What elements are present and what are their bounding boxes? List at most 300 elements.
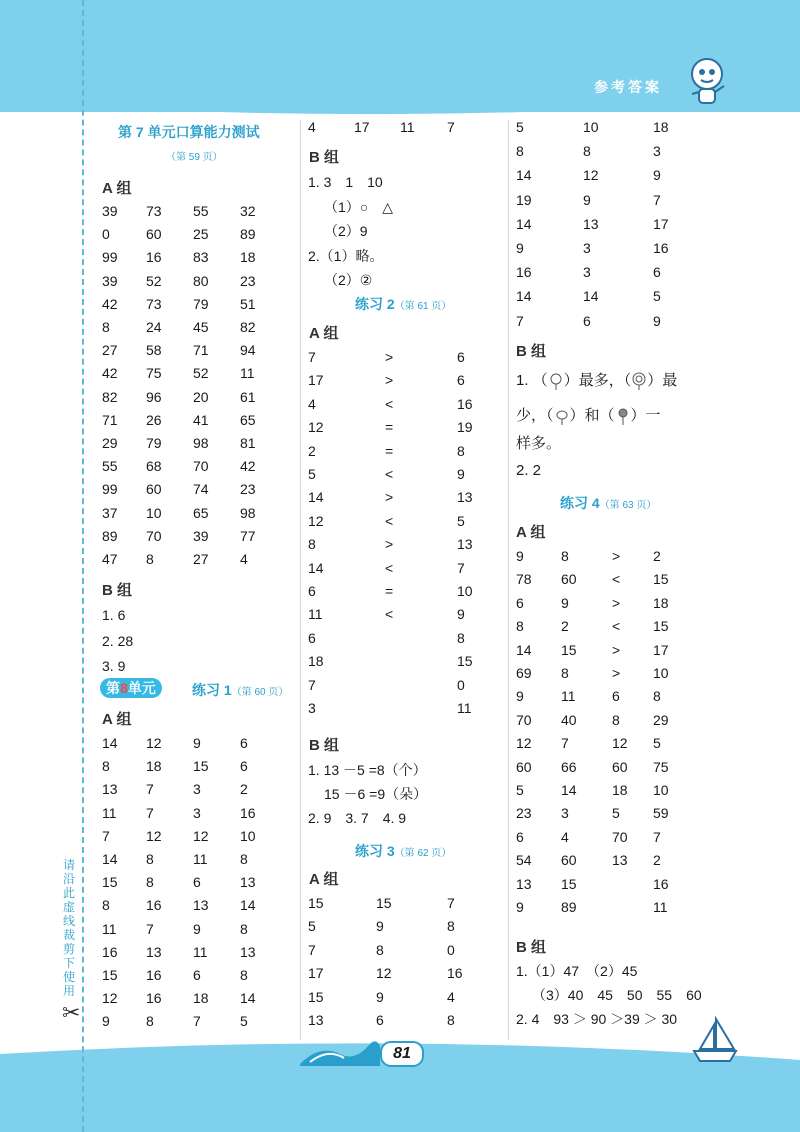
cut-line — [82, 0, 84, 1132]
answer-cell: 32 — [240, 203, 256, 219]
answer-cell: 29 — [102, 435, 118, 451]
answer-cell: 7 — [146, 804, 154, 821]
mascot-icon — [682, 54, 732, 110]
answer-cell: 12 — [102, 990, 118, 1007]
ex1-page: （第 60 页） — [231, 687, 289, 698]
answer-cell: < — [385, 606, 394, 623]
answer-cell: 71 — [193, 342, 209, 359]
answer-cell: 5 — [516, 782, 524, 798]
b1-line1 — [516, 370, 677, 392]
answer-cell: 11 — [102, 920, 117, 937]
group-a-label: A 组 — [516, 524, 546, 541]
answer-cell: 7 — [516, 312, 524, 329]
answer-cell: 5 — [308, 918, 316, 935]
answer-cell: 16 — [457, 395, 473, 412]
answer-line: 1. 3 1 10 — [308, 174, 383, 190]
answer-cell: 77 — [240, 527, 256, 544]
answer-cell: 8 — [447, 918, 455, 935]
answer-cell: 26 — [146, 411, 162, 428]
answer-cell: 89 — [561, 899, 577, 915]
page-ref: （第 59 页） — [166, 152, 223, 163]
group-b-label: B 组 — [516, 343, 547, 360]
answer-cell: 8 — [457, 629, 465, 646]
answer-cell: 8 — [516, 143, 524, 160]
answer-cell: 81 — [240, 435, 256, 451]
answer-cell: 5 — [308, 466, 316, 482]
answer-cell: 14 — [102, 735, 118, 751]
answer-cell: 16 — [146, 967, 162, 983]
answer-cell: 10 — [457, 583, 473, 599]
answer-cell: 59 — [653, 805, 669, 822]
section-title-ex1 — [192, 680, 288, 700]
answer-cell: 29 — [653, 711, 669, 728]
answer-cell: 4 — [308, 119, 316, 135]
answer-cell: 7 — [146, 781, 154, 798]
answer-cell: 4 — [240, 551, 248, 567]
answer-cell: 69 — [516, 665, 532, 681]
answer-cell: 15 — [376, 895, 392, 911]
answer-cell: > — [385, 349, 394, 365]
answer-cell: 9 — [653, 167, 661, 184]
answer-cell: 55 — [102, 458, 118, 475]
answer-cell: 9 — [193, 920, 201, 937]
answer-cell: 5 — [612, 805, 620, 822]
answer-cell: 3 — [653, 143, 661, 160]
answer-cell: 52 — [193, 365, 209, 382]
answer-cell: 9 — [516, 240, 524, 256]
answer-cell: 17 — [308, 965, 324, 982]
ex1-title: 练习 1 — [192, 682, 232, 698]
answer-cell: 60 — [612, 758, 628, 775]
answer-cell: 4 — [308, 395, 316, 412]
answer-cell: 3 — [583, 240, 591, 256]
answer-cell: 10 — [583, 119, 599, 135]
answer-cell: 14 — [308, 559, 324, 576]
answer-cell: 4 — [447, 988, 455, 1005]
group-a-label: A 组 — [102, 180, 132, 197]
answer-cell: 17 — [354, 119, 370, 135]
answer-cell: 9 — [516, 548, 524, 564]
answer-line: 15 －6 =9（朵） — [324, 786, 428, 802]
answer-cell: 24 — [146, 319, 162, 335]
b1-text2: ）最 — [647, 372, 678, 389]
answer-cell: 60 — [516, 758, 532, 775]
flower-icon — [548, 372, 564, 390]
answer-cell: 6 — [193, 967, 201, 983]
answer-cell: 5 — [240, 1013, 248, 1030]
answer-cell: 4 — [561, 828, 569, 845]
answer-cell: > — [612, 665, 621, 681]
answer-cell: 39 — [193, 527, 209, 544]
answer-cell: 9 — [457, 466, 465, 482]
answer-cell: 18 — [653, 594, 669, 611]
bottom-band — [0, 1060, 800, 1132]
answer-cell: 10 — [653, 665, 669, 681]
answer-cell: 42 — [102, 295, 118, 312]
answer-cell: 10 — [653, 782, 669, 798]
answer-cell: 45 — [193, 319, 209, 335]
answer-cell: 3 — [583, 264, 591, 281]
answer-cell: 7 — [308, 676, 316, 693]
answer-cell: 12 — [193, 827, 209, 844]
answer-cell: 15 — [653, 571, 669, 588]
group-b-label: B 组 — [102, 582, 133, 599]
b1-text5: ）一 — [630, 407, 661, 424]
b1-line2 — [516, 405, 661, 427]
answer-cell: 9 — [516, 899, 524, 915]
answer-cell: > — [385, 536, 394, 553]
answer-cell: 83 — [193, 249, 209, 266]
answer-cell: > — [385, 372, 394, 389]
scissors-icon: ✂ — [62, 1000, 81, 1025]
unit-badge-num: 8 — [120, 680, 128, 696]
answer-line: 2. 9 3. 7 4. 9 — [308, 810, 407, 826]
answer-cell: > — [385, 489, 394, 506]
answer-cell: 8 — [146, 551, 154, 567]
b1-prefix: 1. （ — [516, 372, 548, 389]
cut-note: 请沿此虚线裁剪下使用 — [62, 858, 75, 998]
answer-cell: 7 — [447, 119, 455, 135]
answer-cell: 18 — [146, 758, 162, 775]
ex3-page: （第 62 页） — [394, 848, 452, 859]
answer-cell: 18 — [240, 249, 256, 266]
answer-cell: 10 — [240, 827, 256, 844]
answer-cell: 20 — [193, 388, 209, 405]
answer-cell: 8 — [457, 442, 465, 459]
answer-cell: < — [385, 395, 394, 412]
answer-cell: 15 — [457, 653, 473, 670]
unit-badge-a: 第 — [106, 680, 120, 696]
answer-cell: 96 — [146, 388, 162, 405]
answer-cell: 75 — [653, 758, 669, 775]
answer-cell: 82 — [240, 319, 256, 335]
answer-cell: 73 — [146, 203, 162, 219]
answer-cell: 16 — [146, 897, 162, 914]
answer-cell: 9 — [102, 1013, 110, 1030]
answer-cell: 13 — [193, 897, 209, 914]
answer-line: （2）② — [324, 272, 373, 288]
answer-cell: 13 — [240, 943, 256, 960]
answer-cell: 70 — [193, 458, 209, 475]
answer-cell: 6 — [376, 1012, 384, 1028]
answer-cell: 8 — [240, 967, 248, 983]
answer-cell: 52 — [146, 272, 162, 289]
answer-cell: 15 — [193, 758, 209, 775]
answer-cell: 8 — [146, 851, 154, 867]
answer-cell: 70 — [516, 711, 532, 728]
answer-cell: 8 — [653, 688, 661, 705]
answer-cell: 14 — [102, 851, 118, 867]
answer-cell: 11 — [240, 365, 255, 382]
answer-cell: 71 — [102, 411, 118, 428]
answer-cell: 78 — [516, 571, 532, 588]
answer-cell: 6 — [240, 758, 248, 775]
answer-cell: 2 — [653, 548, 661, 564]
answer-cell: 8 — [146, 874, 154, 891]
answer-cell: 8 — [308, 536, 316, 553]
answer-cell: 6 — [516, 594, 524, 611]
answer-cell: 8 — [447, 1012, 455, 1028]
answer-cell: > — [612, 641, 621, 658]
b1-text3: 少，（ — [516, 407, 554, 424]
answer-cell: = — [385, 442, 394, 459]
b1-line3: 样多。 — [516, 435, 562, 452]
answer-cell: 6 — [193, 874, 201, 891]
answer-cell: 3 — [308, 700, 316, 716]
answer-cell: 6 — [308, 629, 316, 646]
answer-cell: 6 — [516, 828, 524, 845]
answer-cell: 12 — [146, 827, 162, 844]
group-a-label: A 组 — [102, 711, 132, 728]
answer-cell: 19 — [516, 191, 532, 208]
group-b-label: B 组 — [309, 149, 340, 166]
answer-cell: < — [612, 571, 621, 588]
answer-cell: 23 — [516, 805, 532, 822]
answer-cell: 8 — [561, 665, 569, 681]
answer-cell: 8 — [612, 711, 620, 728]
answer-cell: 6 — [612, 688, 620, 705]
answer-cell: 17 — [308, 372, 324, 389]
answer-cell: 8 — [102, 897, 110, 914]
answer-cell: 9 — [457, 606, 465, 623]
answer-cell: 6 — [308, 583, 316, 599]
answer-cell: 13 — [583, 215, 599, 232]
group-a-label: A 组 — [309, 325, 339, 342]
answer-cell: 2 — [240, 781, 248, 798]
answer-cell: 40 — [561, 711, 577, 728]
answer-cell: 16 — [240, 804, 256, 821]
answer-cell: 8 — [102, 319, 110, 335]
answer-cell: 14 — [308, 489, 324, 506]
answer-cell: 11 — [653, 899, 668, 915]
answer-cell: 89 — [102, 527, 118, 544]
answer-cell: 99 — [102, 249, 118, 266]
answer-cell: 8 — [561, 548, 569, 564]
answer-cell: 18 — [308, 653, 324, 670]
answer-cell: 7 — [561, 735, 569, 752]
answer-cell: 6 — [583, 312, 591, 329]
section-title-ex3 — [355, 841, 451, 861]
answer-cell: 9 — [376, 988, 384, 1005]
answer-cell: 73 — [146, 295, 162, 312]
answer-cell: 7 — [146, 920, 154, 937]
answer-cell: 13 — [516, 875, 532, 892]
answer-cell: 7 — [653, 828, 661, 845]
answer-cell: 13 — [457, 489, 473, 506]
section-title-ex4 — [560, 493, 656, 513]
answer-cell: > — [612, 548, 621, 564]
answer-cell: 65 — [240, 411, 256, 428]
sailboat-icon — [690, 1015, 740, 1065]
answer-cell: 15 — [653, 618, 669, 635]
answer-cell: 8 — [102, 758, 110, 775]
ex2-page: （第 61 页） — [394, 301, 452, 312]
answer-cell: 12 — [308, 512, 324, 529]
answer-cell: 11 — [102, 804, 117, 821]
b1-text4: ）和（ — [569, 407, 615, 424]
answer-cell: 12 — [146, 735, 162, 751]
answer-cell: 27 — [193, 551, 209, 567]
answer-cell: 13 — [240, 874, 256, 891]
answer-cell: 79 — [146, 435, 162, 451]
answer-cell: 18 — [612, 782, 628, 798]
answer-cell: 14 — [516, 167, 532, 184]
answer-cell: 89 — [240, 226, 256, 243]
column-divider — [300, 120, 301, 1040]
answer-line: 1. 13 －5 =8（个） — [308, 762, 427, 778]
group-a-label: A 组 — [309, 871, 339, 888]
answer-cell: 16 — [653, 240, 669, 256]
answer-cell: 12 — [612, 735, 628, 752]
answer-cell: 13 — [308, 1012, 324, 1028]
answer-cell: 66 — [561, 758, 577, 775]
answer-cell: 2 — [561, 618, 569, 635]
answer-cell: 18 — [653, 119, 669, 135]
answer-cell: 16 — [102, 943, 118, 960]
answer-cell: 8 — [376, 941, 384, 958]
flower-icon — [554, 407, 570, 425]
answer-cell: 74 — [193, 481, 209, 498]
answer-cell: 6 — [653, 264, 661, 281]
answer-line: （2）9 — [324, 223, 368, 239]
answer-cell: 47 — [102, 551, 118, 567]
answer-cell: 15 — [561, 875, 577, 892]
answer-cell: 14 — [240, 897, 256, 914]
answer-cell: 8 — [240, 851, 248, 867]
group-b-label: B 组 — [309, 737, 340, 754]
answer-cell: 16 — [447, 965, 463, 982]
answer-cell: 2 — [308, 442, 316, 459]
answer-cell: 94 — [240, 342, 256, 359]
answer-cell: 17 — [653, 215, 669, 232]
answer-cell: 15 — [561, 641, 577, 658]
answer-cell: 98 — [193, 435, 209, 451]
answer-cell: 9 — [583, 191, 591, 208]
answer-cell: 61 — [240, 388, 256, 405]
answer-cell: 11 — [193, 943, 208, 960]
ex4-title: 练习 4 — [560, 495, 600, 511]
answer-cell: 5 — [457, 512, 465, 529]
answer-line: （1）○ △ — [324, 198, 394, 215]
answer-cell: 5 — [516, 119, 524, 135]
answer-cell: 6 — [240, 735, 248, 751]
answer-cell: 6 — [457, 349, 465, 365]
answer-cell: 0 — [447, 941, 455, 958]
answer-cell: 2 — [653, 852, 661, 869]
answer-cell: 3 — [561, 805, 569, 822]
answer-cell: 12 — [376, 965, 392, 982]
answer-cell: 23 — [240, 481, 256, 498]
answer-cell: 7 — [193, 1013, 201, 1030]
answer-cell: 12 — [516, 735, 532, 752]
wave-icon — [300, 1036, 380, 1066]
answer-line: 1. 6 — [102, 607, 126, 623]
page-number: 81 — [380, 1041, 424, 1067]
answer-cell: 16 — [146, 249, 162, 266]
answer-cell: 79 — [193, 295, 209, 312]
answer-cell: 14 — [516, 215, 532, 232]
answer-cell: 55 — [193, 203, 209, 219]
answer-cell: < — [385, 512, 394, 529]
answer-cell: 3 — [193, 804, 201, 821]
answer-cell: = — [385, 583, 394, 599]
answer-cell: 14 — [240, 990, 256, 1007]
answer-line: （3）40 45 50 55 60 — [532, 987, 702, 1003]
answer-cell: 3 — [193, 781, 201, 798]
answer-cell: 6 — [457, 372, 465, 389]
answer-cell: 54 — [516, 852, 532, 869]
answer-cell: 14 — [516, 641, 532, 658]
answer-cell: 23 — [240, 272, 256, 289]
answer-cell: 68 — [146, 458, 162, 475]
answer-line: 2. 28 — [102, 632, 134, 649]
b1-text1: ）最多，（ — [563, 372, 632, 389]
answer-cell: 42 — [240, 458, 256, 475]
answer-cell: 16 — [516, 264, 532, 281]
answer-cell: 10 — [146, 504, 162, 521]
ex4-page: （第 63 页） — [599, 500, 657, 511]
answer-cell: 11 — [193, 851, 208, 867]
answer-cell: 15 — [102, 874, 118, 891]
answer-cell: 5 — [653, 735, 661, 752]
answer-cell: 42 — [102, 365, 118, 382]
answer-cell: 41 — [193, 411, 209, 428]
answer-cell: 13 — [102, 781, 118, 798]
answer-cell: 9 — [516, 688, 524, 705]
answer-cell: 8 — [516, 618, 524, 635]
answer-cell: 18 — [193, 990, 209, 1007]
answer-cell: 11 — [400, 119, 415, 135]
answer-cell: = — [385, 419, 394, 436]
answer-cell: 39 — [102, 272, 118, 289]
answer-cell: 13 — [612, 852, 628, 869]
header-label: 参考答案 — [594, 79, 662, 95]
answer-cell: 12 — [583, 167, 599, 184]
answer-cell: 7 — [447, 895, 455, 911]
answer-cell: 17 — [653, 641, 669, 658]
answer-cell: < — [385, 559, 394, 576]
answer-cell: 7 — [653, 191, 661, 208]
answer-cell: 60 — [561, 571, 577, 588]
answer-cell: 60 — [146, 226, 162, 243]
answer-cell: 51 — [240, 295, 256, 312]
answer-cell: 14 — [516, 288, 532, 305]
answer-cell: 60 — [561, 852, 577, 869]
answer-line: 2.（1）略。 — [308, 247, 384, 264]
answer-cell: 75 — [146, 365, 162, 382]
answer-cell: 14 — [561, 782, 577, 798]
answer-cell: 7 — [457, 559, 465, 576]
unit-badge — [100, 678, 162, 698]
answer-cell: < — [612, 618, 621, 635]
answer-cell: 5 — [653, 288, 661, 305]
answer-cell: 12 — [308, 419, 324, 436]
b2-line: 2. 2 — [516, 462, 542, 479]
section-title-unit7: 第 7 单元口算能力测试 — [118, 124, 260, 140]
answer-cell: 15 — [308, 988, 324, 1005]
ex3-title: 练习 3 — [355, 843, 395, 859]
answer-line: 2. 4 93 ＞ 90 ＞39 ＞ 30 — [516, 1011, 678, 1027]
answer-cell: 15 — [308, 895, 324, 911]
answer-cell: 0 — [102, 226, 110, 243]
answer-cell: 13 — [457, 536, 473, 553]
answer-cell: 9 — [193, 735, 201, 751]
answer-cell: 14 — [583, 288, 599, 305]
answer-cell: 70 — [146, 527, 162, 544]
answer-cell: 70 — [612, 828, 628, 845]
answer-cell: 8 — [583, 143, 591, 160]
answer-cell: 7 — [308, 349, 316, 365]
